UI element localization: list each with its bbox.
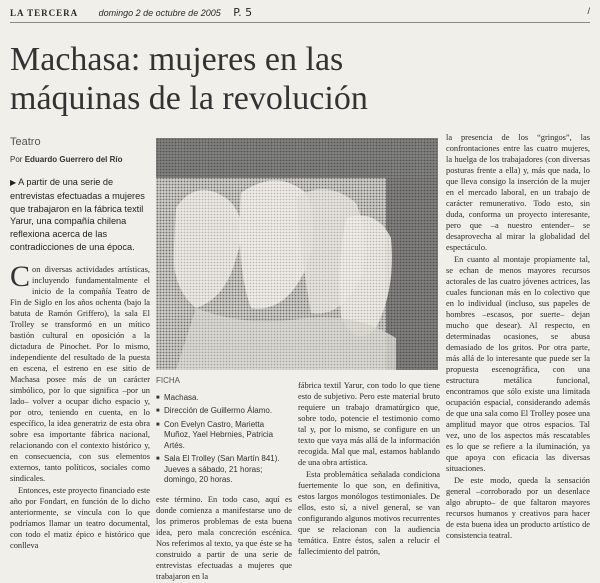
paragraph xyxy=(10,260,150,484)
paragraph: la presencia de los “gringos”, las confrontaciones entre las cuatro mujeres, la huelga de los trabajadores (con diversas posturas frente a ella) y, más que nada, lo que lleva consigo la inserción de la mujer en el mercado laboral, en un trabajo de carácter remunerativo. Todo esto, sin duda, conforma un proyecto interesante, pero que –a nuestro entender– se desaprovecha al mirar la globalidad del espectáculo. xyxy=(446,133,590,252)
lead-text: A partir de una serie de entrevistas efectuadas a mujeres que trabajaron en la fábrica textil Yarur, una compañía chilena reflexiona acerca de las contradicciones de una época. xyxy=(10,177,145,252)
info-item: ■ Machasa. xyxy=(156,393,292,404)
paragraph-text: on diversas actividades artísticas, incluyendo fundamentalmente el inicio de la compañía Teatro de Fin de Siglo en los años ochenta (bajo la batuta de Ramón Griffero), la sala El Trolley se transformó en un mítico bastión cultural en oposición a la dictadura de Pinochet. Por lo mismo, independiente del resultado de la puesta en escena, el estreno en ese sitio de Machasa posee más de un carácter simbólico, por lo que significa –por un lado– volver a ocupar dicho espacio y, por otro, teniendo en cuenta, en lo específico, la idea generatriz de esta obra sobre esa importante fábrica nacional, relacionando con el contexto histórico y, en consecuencia, con sus elementos externos, tanto políticos, sociales como sindicales. xyxy=(10,265,150,483)
paragraph: De este modo, queda la sensación general –corroborado por un desenlace algo abrupto– de que faltaron mayores recursos humanos y creativos para hacer de esta buena idea un producto artístico de consistencia teatral. xyxy=(446,476,590,540)
article-title: Machasa: mujeres en las máquinas de la revolución xyxy=(10,41,368,117)
paragraph: fábrica textil Yarur, con todo lo que tiene esto de subjetivo. Pero este material bruto requiere un trabajo dramatúrgico que, sobre todo, potencie el testimonio como tal y, por lo mismo, se configure en un texto que vaya más allá de la información recogida. Mal que mal, estamos hablando de una obra artística. xyxy=(298,381,440,467)
byline-author: Eduardo Guerrero del Río xyxy=(24,155,123,164)
paragraph: En cuanto al montaje propiamente tal, se echan de menos mayores recursos actorales de las cuatro jóvenes actrices, las cuales funcionan más en lo colectivo que en lo individual (incluso, sus papeles de hombres –escasos, por suerte– dejan mucho que desear). Al respecto, en determinadas ocasiones, se abusa demasiado de los gritos. Por otra parte, más allá de lo interesante que puede ser la propuesta escenográfica, con una estructura metálica funcional, encontramos que sólo existe una limitada ocupación espacial, considerando además de que una sala como El Trolley posee una amplitud mayor que otros espacios. Tal vez, uno de los aspectos más rescatables es lo que se refiere a la iluminación, ya que apoya con eficacia las diversas situaciones. xyxy=(446,255,590,473)
publication-date: domingo 2 de octubre de 2005 xyxy=(98,8,221,18)
column-1 xyxy=(10,260,150,552)
info-box xyxy=(156,376,292,489)
info-box-label: FICHA xyxy=(156,376,180,385)
newspaper-name: LA TERCERA xyxy=(10,8,79,18)
page-header xyxy=(10,6,590,23)
column-3 xyxy=(298,380,440,558)
paragraph: Esta problemática señalada condiciona fuertemente lo que son, en definitiva, estos largos monólogos testimoniales. De ellos, esto sí, a nivel general, se van configurando algunos motivos recurrentes que se relacionan con la audiencia temática. Entre éstos, salen a relucir el fallecimiento del patrón, xyxy=(298,470,440,556)
photo-halftone-image xyxy=(156,138,438,370)
byline-prefix: Por xyxy=(10,155,23,164)
column-2-lower xyxy=(156,494,292,583)
info-item: ■ Sala El Trolley (San Martín 841). Jueves a sábado, 21 horas; domingo, 20 horas. xyxy=(156,454,292,486)
triangle-bullet-icon: ▶ xyxy=(10,178,17,187)
paragraph: este término. En todo caso, aquí es donde comienza a manifestarse uno de los primeros problemas de esta buena idea, pero mala concreción escénica. Nos referimos al texto, ya que éste se ha construido a partir de una serie de entrevistas efectuadas a mujeres que trabajaron en la xyxy=(156,495,292,581)
article-photo xyxy=(156,138,438,370)
corner-mark: / xyxy=(587,6,590,16)
section-label: Teatro xyxy=(10,136,41,148)
byline xyxy=(10,155,122,164)
drop-cap: C xyxy=(10,260,31,293)
article-lead xyxy=(10,176,150,254)
column-4 xyxy=(446,132,590,542)
info-item: ■ Con Evelyn Castro, Marietta Muñoz, Yael Hebrnies, Patricia Artés. xyxy=(156,420,292,452)
handwritten-page-note: P. 5 xyxy=(233,6,253,19)
info-item: ■ Dirección de Guillermo Álamo. xyxy=(156,406,292,417)
paragraph: Entonces, este proyecto financiado este año por Fondart, en función de lo dicho anteriormente, se vincula con lo que podríamos llamar un teatro documental, con todo el matiz épico e histórico que conlleva xyxy=(10,486,150,550)
